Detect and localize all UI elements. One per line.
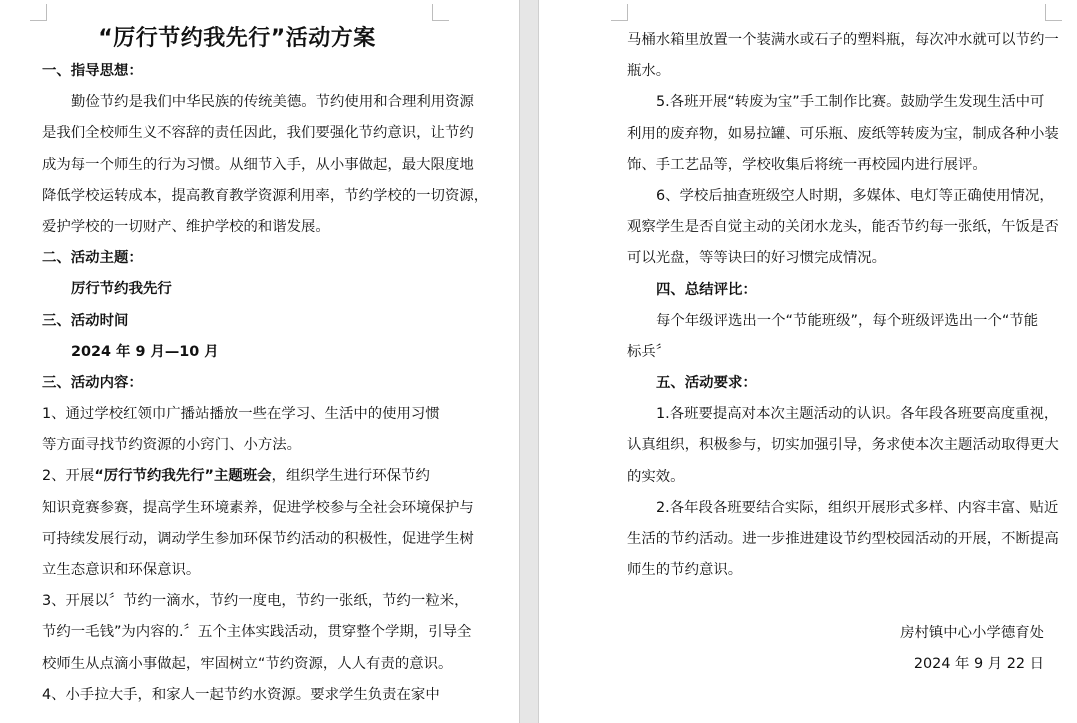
item2-prefix: 2、开展 — [42, 468, 95, 485]
document-page-left — [0, 0, 520, 723]
paragraph-line: 的实效。 — [627, 468, 685, 485]
page-content — [627, 25, 1059, 680]
paragraph-line: 马桶水箱里放置一个装满水或石子的塑料瓶，每次冲水就可以节约一 — [627, 32, 1059, 48]
page-corner-mark — [1045, 4, 1062, 21]
paragraph-line: 可以光盘，等等诀曰的好习惯完成情况。 — [627, 250, 887, 267]
blank-line — [627, 586, 1044, 617]
paragraph-line: 瓶水。 — [627, 63, 671, 80]
section-heading-time: 三、活动时间 — [42, 312, 129, 329]
time-text: 2024 年 9 月—10 月 — [71, 343, 219, 360]
paragraph-line: 降低学校运转成本，提高教育教学资源利用率，节约学校的一切资源， — [42, 187, 489, 204]
paragraph-line: 成为每一个师生的行为习惯。从细节入手，从小事做起，最大限度地 — [42, 156, 474, 173]
paragraph-line: 3、开展以〞节约一滴水，节约一度电，节约一张纸，节约一粒米， — [42, 593, 469, 610]
item2-suffix: ，组织学生进行环保节约 — [271, 468, 430, 485]
paragraph-line: 可持续发展行动，调动学生参加环保节约活动的积极性，促进学生树 — [42, 530, 474, 547]
paragraph-line: 等方面寻找节约资源的小窍门、小方法。 — [42, 437, 302, 454]
paragraph-line: 节约一毛钱”为内容的.〞五个主体实践活动，贯穿整个学期，引导全 — [42, 624, 472, 641]
document-title: “厉行节约我先行”活动方案 — [98, 26, 376, 51]
paragraph-line — [42, 461, 432, 492]
paragraph-line: 生活的节约活动。进一步推进建设节约型校园活动的开展，不断提高 — [627, 531, 1059, 547]
paragraph-line: 校师生从点滴小事做起，牢固树立“节约资源，人人有责的意识。 — [42, 655, 453, 672]
section-heading-theme: 二、活动主题： — [42, 250, 143, 267]
paragraph-line: 6、学校后抽查班级空人时期，多媒体、电灯等正确使用情况， — [656, 187, 1054, 204]
paragraph-line: 师生的节约意识。 — [627, 562, 743, 579]
section-heading-requirements: 五、活动要求： — [656, 375, 757, 392]
section-heading-summary: 四、总结评比： — [656, 281, 757, 298]
document-page-right — [538, 0, 1077, 723]
paragraph-line: 饰、手工艺品等，学校收集后将统一再校园内进行展评。 — [627, 156, 987, 173]
page-corner-mark — [611, 4, 628, 21]
signature-organization: 房村镇中心小学德育处 — [900, 624, 1044, 641]
paragraph-line: 是我们全校师生义不容辞的责任因此，我们要强化节约意识，让节约 — [42, 125, 474, 142]
paragraph-line: 勤俭节约是我们中华民族的传统美德。节约使用和合理利用资源 — [71, 94, 474, 111]
paragraph-line: 5.各班开展“转废为宝”手工制作比赛。鼓励学生发现生活中可 — [656, 94, 1045, 111]
paragraph-line: 认真组织，积极参与，切实加强引导，务求使本次主题活动取得更大 — [627, 437, 1059, 454]
signature-date: 2024 年 9 月 22 日 — [913, 655, 1044, 672]
paragraph-line: 2.各年段各班要结合实际，组织开展形式多样、内容丰富、贴近 — [656, 499, 1059, 516]
paragraph-line: 每个年级评选出一个“节能班级”，每个班级评选出一个“节能 — [656, 312, 1039, 329]
paragraph-line: 知识竟赛参赛，提高学生环境素养，促进学校参与全社会环境保护与 — [42, 499, 474, 516]
section-heading-content: 三、活动内容： — [42, 374, 143, 391]
paragraph-line: 4、小手拉大手，和家人一起节约水资源。要求学生负责在家中 — [42, 686, 440, 703]
paragraph-line: 标兵〞 — [627, 343, 671, 360]
item2-bold-title: “厉行节约我先行”主题班会 — [94, 468, 272, 485]
section-heading-guiding: 一、指导思想： — [42, 63, 143, 79]
theme-text: 厉行节约我先行 — [71, 281, 172, 298]
paragraph-line: 1、通过学校红领巾广播站播放一些在学习、生活中的使用习惯 — [42, 406, 440, 423]
paragraph-line: 利用的废弃物，如易拉罐、可乐瓶、废纸等转废为宝，制成各种小装 — [627, 125, 1059, 142]
page-content — [42, 22, 489, 711]
paragraph-line: 立生态意识和环保意识。 — [42, 562, 201, 578]
page-corner-mark — [30, 4, 47, 21]
paragraph-line: 1.各班要提高对本次主题活动的认识。各年段各班要高度重视， — [656, 406, 1059, 423]
paragraph-line: 爱护学校的一切财产、维护学校的和谐发展。 — [42, 218, 330, 235]
page-corner-mark — [432, 4, 449, 21]
paragraph-line: 观察学生是否自觉主动的关闭水龙头，能否节约每一张纸，午饭是否 — [627, 219, 1059, 236]
